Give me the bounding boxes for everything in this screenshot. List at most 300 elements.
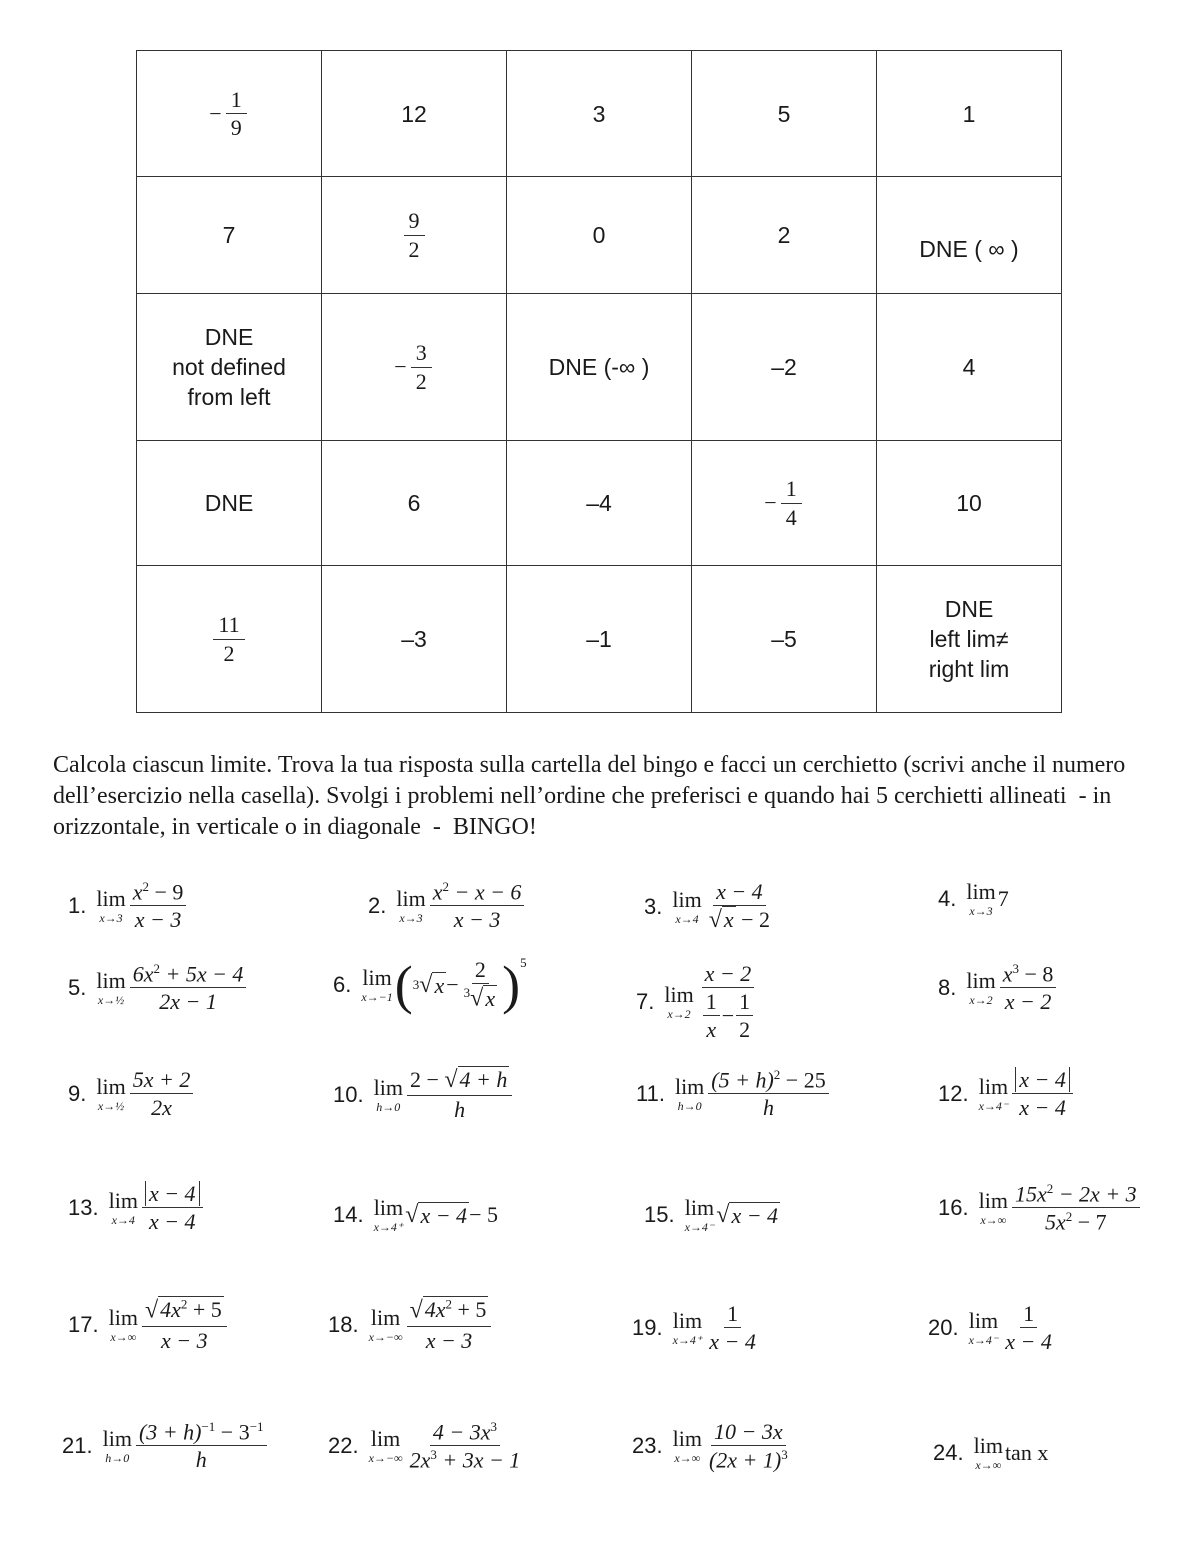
cell-value: 3 — [592, 100, 606, 127]
denominator: 2 — [408, 236, 420, 262]
exponent: 3 — [1012, 961, 1019, 976]
cell-value: –3 — [401, 626, 427, 652]
problem-number: 16. — [938, 1194, 969, 1220]
problem-number: 4. — [938, 886, 957, 911]
sqrt-symbol: √ — [708, 907, 722, 934]
denominator: x − 4 — [709, 1329, 756, 1355]
term: 2 − — [409, 1067, 445, 1092]
limit-expression — [675, 1068, 831, 1120]
term: − 2x + 3 — [1053, 1181, 1137, 1207]
limit-expression — [361, 955, 527, 1015]
exponent: 2 — [153, 961, 160, 976]
lim-word: lim — [96, 967, 126, 993]
radicand: x — [723, 907, 734, 933]
problem-number: 8. — [938, 974, 957, 1000]
cell-value: DNE (-∞ ) — [548, 354, 650, 380]
minus-sign: − — [394, 354, 407, 379]
limit-expression — [673, 1302, 761, 1353]
problem-4 — [938, 880, 1009, 918]
exponent: 5 — [520, 955, 527, 970]
limit-operator — [369, 1306, 403, 1344]
left-paren: ( — [394, 955, 413, 1015]
numerator: 1 — [736, 990, 753, 1016]
exponent: 2 — [442, 879, 449, 894]
problem-number: 24. — [933, 1440, 964, 1465]
term: x — [132, 879, 143, 905]
bingo-cell[interactable] — [507, 177, 692, 294]
exponent: 2 — [445, 1297, 453, 1312]
radicand: x − 4 — [731, 1202, 779, 1228]
lim-subscript: x→−∞ — [368, 1329, 403, 1344]
denominator: x − 4 — [1019, 1095, 1066, 1121]
bingo-cell[interactable] — [322, 441, 507, 566]
limit-operator — [374, 1196, 404, 1234]
lim-subscript: x→4⁻ — [978, 1098, 1009, 1113]
cell-value: 4 — [962, 354, 976, 380]
radicand: x − 4 — [420, 1202, 468, 1228]
lim-word: lim — [102, 1425, 132, 1451]
denominator: 2 — [223, 640, 235, 666]
lim-subscript: x→4⁺ — [373, 1220, 404, 1234]
lim-subscript: h→0 — [105, 1450, 130, 1465]
problem-number: 1. — [68, 892, 87, 918]
problem-24 — [933, 1434, 1048, 1472]
limit-expression — [969, 1302, 1057, 1353]
numerator: 1 — [724, 1302, 741, 1328]
bingo-cell[interactable] — [877, 51, 1062, 177]
problem-number: 6. — [333, 972, 352, 997]
bingo-cell[interactable] — [322, 51, 507, 177]
term: 15x — [1014, 1181, 1047, 1207]
problem-16 — [938, 1182, 1142, 1234]
problem-13 — [68, 1182, 205, 1233]
problem-number: 9. — [68, 1080, 87, 1106]
term: 4 − 3x — [432, 1419, 491, 1445]
cell-value: 12 — [401, 100, 427, 127]
lim-subscript: x→∞ — [674, 1450, 701, 1465]
lim-word: lim — [362, 965, 392, 990]
problem-22 — [328, 1420, 525, 1472]
limit-operator — [103, 1427, 132, 1465]
bingo-cell[interactable] — [137, 566, 322, 713]
problem-number: 19. — [632, 1314, 663, 1340]
term: − 9 — [148, 879, 184, 905]
limit-operator — [369, 1427, 403, 1465]
limit-expression — [979, 1068, 1075, 1119]
numerator: 3 — [411, 341, 432, 367]
term: + 5 — [187, 1297, 222, 1323]
problem-number: 13. — [68, 1194, 99, 1220]
denominator: x − 3 — [161, 1327, 208, 1353]
cell-value: 0 — [592, 222, 606, 248]
problem-11 — [636, 1068, 831, 1120]
lim-word: lim — [966, 879, 996, 904]
bingo-cell[interactable] — [877, 566, 1062, 713]
bingo-cell[interactable] — [877, 294, 1062, 441]
lim-subscript: x→4⁺ — [672, 1332, 703, 1347]
term: 4x — [424, 1297, 446, 1323]
problem-8 — [938, 962, 1058, 1014]
bingo-cell[interactable] — [322, 566, 507, 713]
problem-number: 10. — [333, 1081, 364, 1107]
problem-5 — [68, 962, 248, 1014]
exponent: 3 — [430, 1447, 437, 1463]
numerator: 1 — [781, 477, 802, 503]
problem-number: 17. — [68, 1311, 99, 1337]
exponent: 3 — [781, 1447, 788, 1463]
fraction — [404, 209, 425, 260]
cell-value: DNE not defined from left — [172, 324, 286, 410]
limit-expression — [974, 1434, 1049, 1472]
bingo-cell[interactable] — [692, 441, 877, 566]
lim-subscript: x→4 — [675, 911, 699, 926]
operator: − — [721, 1003, 735, 1029]
term: − 3 — [215, 1419, 250, 1445]
term: (3 + h) — [138, 1419, 202, 1445]
exponent: −1 — [201, 1419, 216, 1434]
lim-word: lim — [672, 886, 702, 912]
denominator: x − 3 — [134, 907, 182, 933]
term: − 7 — [1072, 1209, 1107, 1235]
term: + 5 — [452, 1297, 487, 1323]
limit-expression — [673, 1420, 793, 1472]
problem-23 — [632, 1420, 793, 1472]
lim-word: lim — [672, 1307, 703, 1333]
lim-word: lim — [370, 1304, 401, 1330]
term: + 3x − 1 — [436, 1447, 521, 1473]
problem-number: 22. — [328, 1432, 359, 1458]
lim-subscript: x→½ — [97, 992, 125, 1007]
bingo-cell[interactable] — [507, 566, 692, 713]
limit-expression — [369, 1298, 494, 1352]
lim-subscript: x→∞ — [110, 1329, 137, 1344]
limit-operator — [374, 1076, 403, 1114]
term: 7 — [997, 886, 1009, 911]
numerator: 1 — [1020, 1302, 1037, 1328]
term: − x − 6 — [448, 879, 522, 905]
term: x — [1002, 961, 1013, 987]
exponent: 2 — [773, 1067, 781, 1082]
lim-word: lim — [973, 1433, 1003, 1458]
lim-word: lim — [96, 885, 126, 911]
limit-operator — [396, 887, 425, 925]
lim-word: lim — [966, 967, 996, 993]
problem-number: 11. — [636, 1080, 665, 1106]
numerator: x − 4 — [713, 880, 766, 906]
limit-operator — [361, 966, 392, 1004]
bingo-cell[interactable] — [692, 51, 877, 177]
lim-subscript: x→4⁻ — [684, 1220, 715, 1234]
sqrt-symbol: √ — [405, 1201, 419, 1228]
problem-18 — [328, 1298, 493, 1352]
bingo-cell[interactable] — [137, 177, 322, 294]
limit-expression — [374, 1196, 498, 1234]
exponent: 2 — [142, 879, 149, 894]
limit-expression — [103, 1420, 269, 1472]
lim-word: lim — [108, 1304, 138, 1330]
limit-expression — [96, 1068, 195, 1119]
lim-subscript: h→0 — [677, 1098, 702, 1113]
term: − 2 — [735, 907, 771, 933]
cbrt-symbol: √ — [419, 971, 433, 998]
sqrt-symbol: √ — [716, 1201, 730, 1228]
problem-7 — [636, 962, 760, 1041]
problem-number: 20. — [928, 1314, 959, 1340]
limit-operator — [974, 1434, 1003, 1472]
limit-operator — [664, 983, 693, 1021]
denominator: h — [763, 1095, 774, 1121]
lim-subscript: x→∞ — [975, 1458, 1002, 1472]
absolute-value: x − 4 — [1015, 1067, 1070, 1092]
problem-20 — [928, 1302, 1057, 1353]
bingo-cell[interactable] — [507, 51, 692, 177]
denominator: 2 — [415, 368, 427, 394]
lim-word: lim — [672, 1425, 702, 1451]
limit-expression — [966, 880, 1008, 918]
radicand: 4 + h — [459, 1067, 508, 1092]
problem-number: 18. — [328, 1311, 359, 1337]
fraction — [226, 88, 247, 139]
bingo-cell[interactable] — [692, 566, 877, 713]
lim-word: lim — [674, 1073, 705, 1099]
problem-15 — [644, 1196, 780, 1234]
limit-operator — [675, 1075, 704, 1113]
lim-subscript: x→4 — [111, 1212, 135, 1227]
limit-operator — [96, 1075, 125, 1113]
limit-operator — [979, 1189, 1008, 1227]
cell-value: –5 — [771, 626, 797, 652]
limit-expression — [109, 1298, 229, 1352]
bingo-cell[interactable] — [137, 51, 322, 177]
problem-number: 2. — [368, 892, 387, 918]
problem-12 — [938, 1068, 1075, 1119]
limit-expression — [979, 1182, 1142, 1234]
cbrt-symbol: √ — [470, 985, 484, 1012]
cell-value: DNE ( ∞ ) — [919, 236, 1019, 262]
denominator: h — [454, 1097, 466, 1123]
term: x — [432, 879, 443, 905]
problem-number: 14. — [333, 1202, 364, 1227]
denominator: 2x — [151, 1095, 172, 1121]
exponent: 2 — [180, 1297, 188, 1312]
bingo-cell[interactable] — [877, 441, 1062, 566]
sqrt-symbol: √ — [409, 1297, 423, 1324]
denominator: 2x − 1 — [159, 989, 217, 1015]
bingo-cell[interactable] — [507, 441, 692, 566]
lim-subscript: x→3 — [399, 910, 423, 925]
exponent: 2 — [1065, 1209, 1073, 1225]
limit-expression — [109, 1182, 205, 1233]
limit-expression — [685, 1196, 780, 1234]
denominator: 2 — [739, 1017, 751, 1043]
limit-operator — [96, 887, 125, 925]
denominator: x − 2 — [1004, 989, 1052, 1015]
problem-number: 3. — [644, 893, 663, 919]
bingo-cell[interactable] — [507, 294, 692, 441]
lim-subscript: x→4⁻ — [968, 1332, 999, 1347]
denominator: x − 4 — [148, 1209, 196, 1235]
term: − 5 — [469, 1202, 498, 1227]
problem-number: 23. — [632, 1432, 663, 1458]
numerator: 2 — [472, 958, 489, 984]
numerator: x − 2 — [702, 962, 755, 988]
limit-operator — [979, 1075, 1009, 1113]
lim-word: lim — [396, 885, 426, 911]
problem-9 — [68, 1068, 195, 1119]
cell-value: –1 — [586, 626, 612, 652]
term: + 5x − 4 — [159, 961, 244, 987]
term: − 8 — [1018, 961, 1054, 987]
radicand: x — [485, 985, 496, 1011]
root-index: 3 — [463, 985, 471, 1001]
term: 5x — [1044, 1209, 1066, 1235]
numerator: 11 — [213, 613, 244, 639]
lim-subscript: x→2 — [667, 1006, 691, 1021]
problem-1 — [68, 880, 188, 932]
numerator: 1 — [226, 88, 247, 114]
fraction — [781, 477, 802, 528]
denominator: h — [195, 1447, 207, 1473]
problem-6 — [333, 955, 527, 1015]
lim-subscript: x→2 — [969, 992, 993, 1007]
lim-word: lim — [373, 1195, 404, 1220]
root-index: 3 — [412, 977, 420, 992]
bingo-cell[interactable] — [692, 177, 877, 294]
limit-operator — [673, 1427, 702, 1465]
term: 6x — [132, 961, 154, 987]
term: − 25 — [780, 1067, 826, 1093]
bingo-cell[interactable] — [137, 294, 322, 441]
limit-operator — [109, 1306, 138, 1344]
lim-word: lim — [370, 1425, 401, 1451]
problem-number: 21. — [62, 1432, 93, 1458]
cell-value: DNE — [204, 490, 254, 516]
minus-sign: − — [764, 490, 777, 515]
bingo-cell[interactable] — [877, 177, 1062, 294]
lim-subscript: x→∞ — [980, 1212, 1007, 1227]
lim-subscript: x→−∞ — [368, 1450, 403, 1465]
lim-word: lim — [978, 1187, 1008, 1213]
denominator: x − 3 — [453, 907, 501, 933]
problem-number: 15. — [644, 1202, 675, 1227]
term: (2x + 1) — [708, 1447, 782, 1473]
sqrt-symbol: √ — [444, 1067, 458, 1093]
limit-expression — [966, 962, 1058, 1014]
limit-expression — [672, 880, 775, 933]
numerator: 5x + 2 — [130, 1068, 194, 1094]
lim-subscript: x→3 — [99, 910, 123, 925]
instructions-paragraph: Calcola ciascun limite. Trova la tua risposta sulla cartella del bingo e facci un cerchietto (scrivi anche il numero dell’esercizio nella casella). Svolgi i problemi nell’ordine che preferisci e quando hai 5 cerchietti allineati - in orizzontale, in verticale o in diagonale - BINGO! — [53, 752, 1132, 840]
denominator: 4 — [785, 504, 797, 530]
exponent: 2 — [1046, 1181, 1054, 1196]
limit-operator — [673, 1309, 703, 1347]
problem-21 — [62, 1420, 269, 1472]
limit-expression — [96, 880, 188, 932]
cell-value: 10 — [956, 490, 982, 516]
limit-operator — [966, 969, 995, 1007]
lim-subscript: h→0 — [376, 1099, 401, 1114]
fraction — [411, 341, 432, 392]
problem-number: 12. — [938, 1080, 969, 1106]
problem-10 — [333, 1068, 514, 1121]
cell-value: 7 — [222, 222, 236, 248]
problem-19 — [632, 1302, 761, 1353]
lim-word: lim — [684, 1195, 715, 1220]
limit-operator — [109, 1189, 138, 1227]
limit-expression — [96, 962, 248, 1014]
absolute-value: x − 4 — [145, 1181, 200, 1206]
limit-operator — [969, 1309, 999, 1347]
cell-value: –2 — [771, 354, 797, 380]
lim-word: lim — [664, 981, 694, 1007]
denominator: x − 4 — [1005, 1329, 1052, 1355]
numerator: 9 — [404, 209, 425, 235]
exponent: 3 — [490, 1419, 497, 1434]
problem-number: 7. — [636, 988, 655, 1014]
bingo-cell[interactable] — [322, 177, 507, 294]
term: (5 + h) — [711, 1067, 774, 1093]
lim-word: lim — [108, 1187, 138, 1213]
denominator: x — [706, 1017, 717, 1043]
denominator: x − 3 — [425, 1327, 473, 1353]
limit-operator — [96, 969, 125, 1007]
problem-14 — [333, 1196, 498, 1234]
minus-sign: − — [209, 100, 222, 126]
term: 2x — [409, 1447, 431, 1473]
cell-value: 2 — [777, 222, 791, 248]
lim-word: lim — [978, 1073, 1009, 1099]
problem-2 — [368, 880, 526, 932]
bingo-cell[interactable] — [137, 441, 322, 566]
bingo-card — [136, 50, 1062, 713]
cell-value: 6 — [407, 490, 421, 516]
limit-operator — [672, 888, 701, 926]
bingo-cell[interactable] — [322, 294, 507, 441]
limit-expression — [369, 1420, 526, 1472]
cell-value: –4 — [586, 490, 612, 516]
lim-subscript: x→½ — [97, 1098, 125, 1113]
limit-expression — [374, 1068, 515, 1121]
lim-word: lim — [968, 1307, 999, 1333]
limit-expression — [664, 962, 760, 1041]
lim-word: lim — [373, 1074, 403, 1100]
lim-subscript: x→−1 — [361, 990, 393, 1004]
operator: − — [446, 972, 459, 997]
problem-3 — [644, 880, 775, 933]
numerator: 1 — [703, 990, 720, 1016]
radicand: x — [434, 972, 445, 998]
limit-expression — [396, 880, 526, 932]
cell-value: 5 — [777, 100, 791, 127]
term: 4x — [160, 1297, 181, 1323]
problem-number: 5. — [68, 974, 87, 1000]
sqrt-symbol: √ — [144, 1297, 159, 1324]
fraction — [213, 613, 244, 664]
bingo-cell[interactable] — [692, 294, 877, 441]
problem-17 — [68, 1298, 229, 1352]
denominator: 9 — [230, 115, 242, 140]
right-paren: ) — [502, 955, 521, 1015]
cell-value: 1 — [962, 100, 976, 127]
exponent: −1 — [249, 1419, 264, 1434]
term: tan x — [1004, 1440, 1049, 1465]
limit-operator — [966, 880, 995, 918]
limit-operator — [685, 1196, 715, 1234]
cell-value: DNE left lim≠ right lim — [928, 596, 1010, 682]
lim-subscript: x→3 — [969, 904, 993, 918]
numerator: 10 − 3x — [711, 1420, 786, 1446]
lim-word: lim — [96, 1073, 126, 1099]
